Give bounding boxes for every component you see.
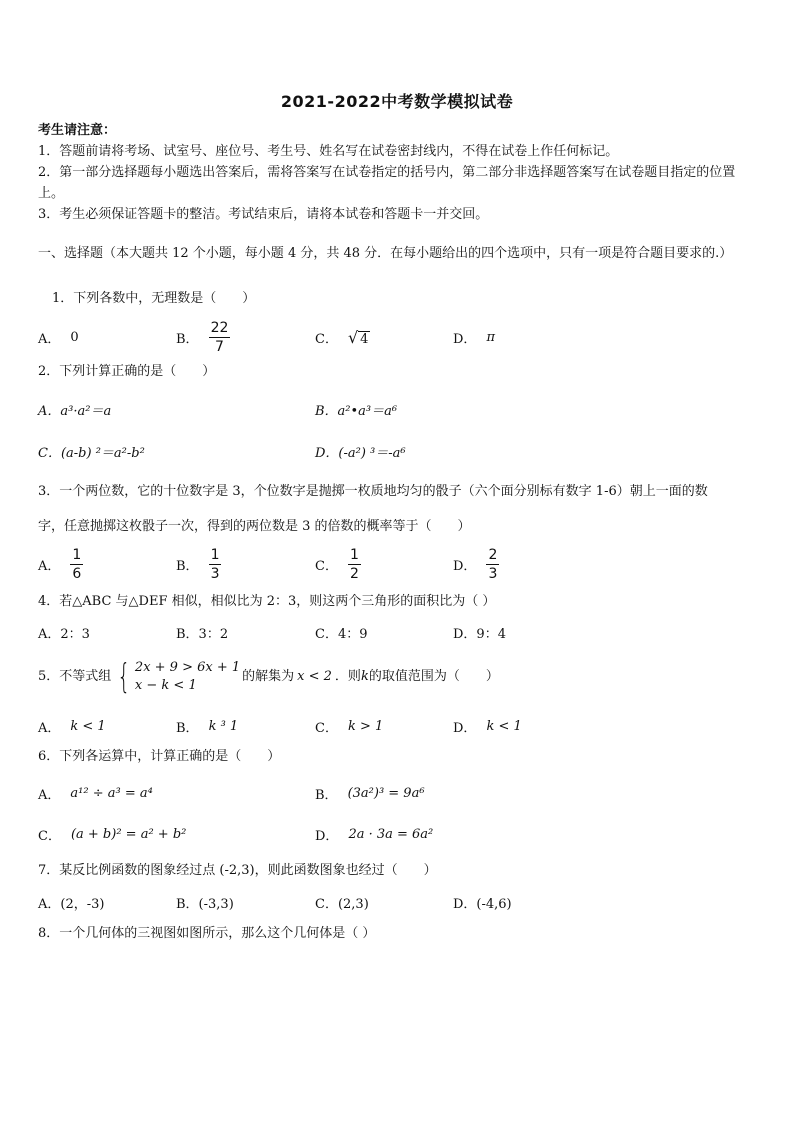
square-root: √ 4 <box>347 327 369 347</box>
option-c[interactable]: C．(2,3) <box>315 896 369 912</box>
option-d[interactable]: D． k < 1 <box>453 718 522 736</box>
question-6-stem: 6．下列各运算中，计算正确的是（ ） <box>38 749 281 764</box>
fraction: $\frac{22}{7}$ <box>210 319 229 355</box>
option-d[interactable]: D． π <box>453 329 495 347</box>
fraction: $\frac{1}{6}$ <box>72 546 82 582</box>
section-heading: 一、选择题（本大题共 12 个小题，每小题 4 分，共 48 分．在每小题给出的四个选项中，只有一项是符合题目要求的.） <box>38 246 733 261</box>
question-2-stem: 2．下列计算正确的是（ ） <box>38 364 216 379</box>
option-b[interactable]: B．(-3,3) <box>176 896 234 912</box>
fraction: $\frac{1}{2}$ <box>349 546 359 582</box>
inequality-2: x − k < 1 <box>134 678 197 693</box>
inequality-system <box>113 659 240 695</box>
option-c[interactable]: C． (a + b)² = a² + b² <box>38 826 187 844</box>
question-6-options-row1 <box>38 781 758 805</box>
option-b[interactable]: B． k ³ 1 <box>176 718 239 736</box>
option-c[interactable]: C．(a-b) ²＝a²-b² <box>38 445 145 461</box>
option-c[interactable]: C．4：9 <box>315 626 368 642</box>
question-1-options <box>38 319 758 355</box>
question-5-stem: 5．不等式组 { 2x + 9 > 6x + 1 x − k < 1 的解集为 x < 2 ．则 k 的取值范围为（ ） <box>38 657 499 697</box>
fraction: $\frac{2}{3}$ <box>488 546 498 582</box>
question-1-stem: 1．下列各数中，无理数是（ ） <box>52 291 256 306</box>
notice-head: 考生请注意： <box>38 123 117 138</box>
option-c[interactable]: C． k > 1 <box>315 718 384 736</box>
notice-item-1: 1．答题前请将考场、试室号、座位号、考生号、姓名写在试卷密封线内，不得在试卷上作任何标记。 <box>38 144 619 159</box>
option-b[interactable]: B． (3a²)³ = 9a⁶ <box>315 785 425 803</box>
option-a[interactable]: A． k < 1 <box>38 718 106 736</box>
question-3-options <box>38 545 758 583</box>
question-3-stem-line1: 3．一个两位数，它的十位数字是 3，个位数字是抛掷一枚质地均匀的骰子（六个面分别标有数字 1-6）朝上一面的数 <box>38 484 708 499</box>
inequality-1: 2x + 9 > 6x + 1 <box>134 660 241 675</box>
option-a[interactable]: A． 0 <box>38 329 79 347</box>
option-d[interactable]: D． $\frac{2}{3}$ <box>453 546 498 582</box>
option-d[interactable]: D．9：4 <box>453 626 506 642</box>
notice-item-3: 3．考生必须保证答题卡的整洁。考试结束后，请将本试卷和答题卡一并交回。 <box>38 207 489 222</box>
question-6-options-row2 <box>38 822 758 846</box>
question-8-stem: 8．一个几何体的三视图如图所示，那么这个几何体是（ ） <box>38 926 376 941</box>
option-a[interactable]: A． a¹² ÷ a³ = a⁴ <box>38 785 153 803</box>
question-3-stem-line2: 字，任意抛掷这枚骰子一次，得到的两位数是 3 的倍数的概率等于（ ） <box>38 519 471 534</box>
notice-block <box>38 120 758 225</box>
option-d[interactable]: D．(-4,6) <box>453 896 512 912</box>
option-a[interactable]: A．2：3 <box>38 626 90 642</box>
option-a[interactable]: A．(2，-3) <box>38 896 105 912</box>
question-2-options-row2 <box>38 439 758 463</box>
question-7-options <box>38 890 758 914</box>
option-b[interactable]: B． $\frac{1}{3}$ <box>176 546 220 582</box>
option-a[interactable]: A．a³·a²＝a <box>38 403 112 419</box>
option-b[interactable]: B．3：2 <box>176 626 229 642</box>
question-7-stem: 7．某反比例函数的图象经过点 (-2,3)，则此函数图象也经过（ ） <box>38 863 437 878</box>
option-a[interactable]: A． $\frac{1}{6}$ <box>38 546 82 582</box>
option-b[interactable]: B． $\frac{22}{7}$ <box>176 319 229 355</box>
option-d[interactable]: D．(-a²) ³＝-a⁶ <box>315 445 406 461</box>
option-b[interactable]: B．a²•a³＝a⁶ <box>315 403 398 419</box>
option-c[interactable]: C． $\frac{1}{2}$ <box>315 546 359 582</box>
option-d[interactable]: D． 2a · 3a = 6a² <box>315 826 434 844</box>
notice-item-2: 2．第一部分选择题每小题选出答案后，需将答案写在试卷指定的括号内，第二部分非选择题答案写在试卷题目指定的位置上。 <box>38 165 736 201</box>
fraction: $\frac{1}{3}$ <box>210 546 220 582</box>
page-title: 2021-2022中考数学模拟试卷 <box>280 92 514 111</box>
question-2-options-row1 <box>38 397 758 421</box>
option-c[interactable]: C． √ 4 <box>315 327 369 347</box>
brace-icon: { <box>117 657 131 697</box>
question-4-options <box>38 620 758 644</box>
question-5-options <box>38 714 758 738</box>
question-4-stem: 4．若△ABC 与△DEF 相似，相似比为 2：3，则这两个三角形的面积比为（ ） <box>38 594 496 609</box>
